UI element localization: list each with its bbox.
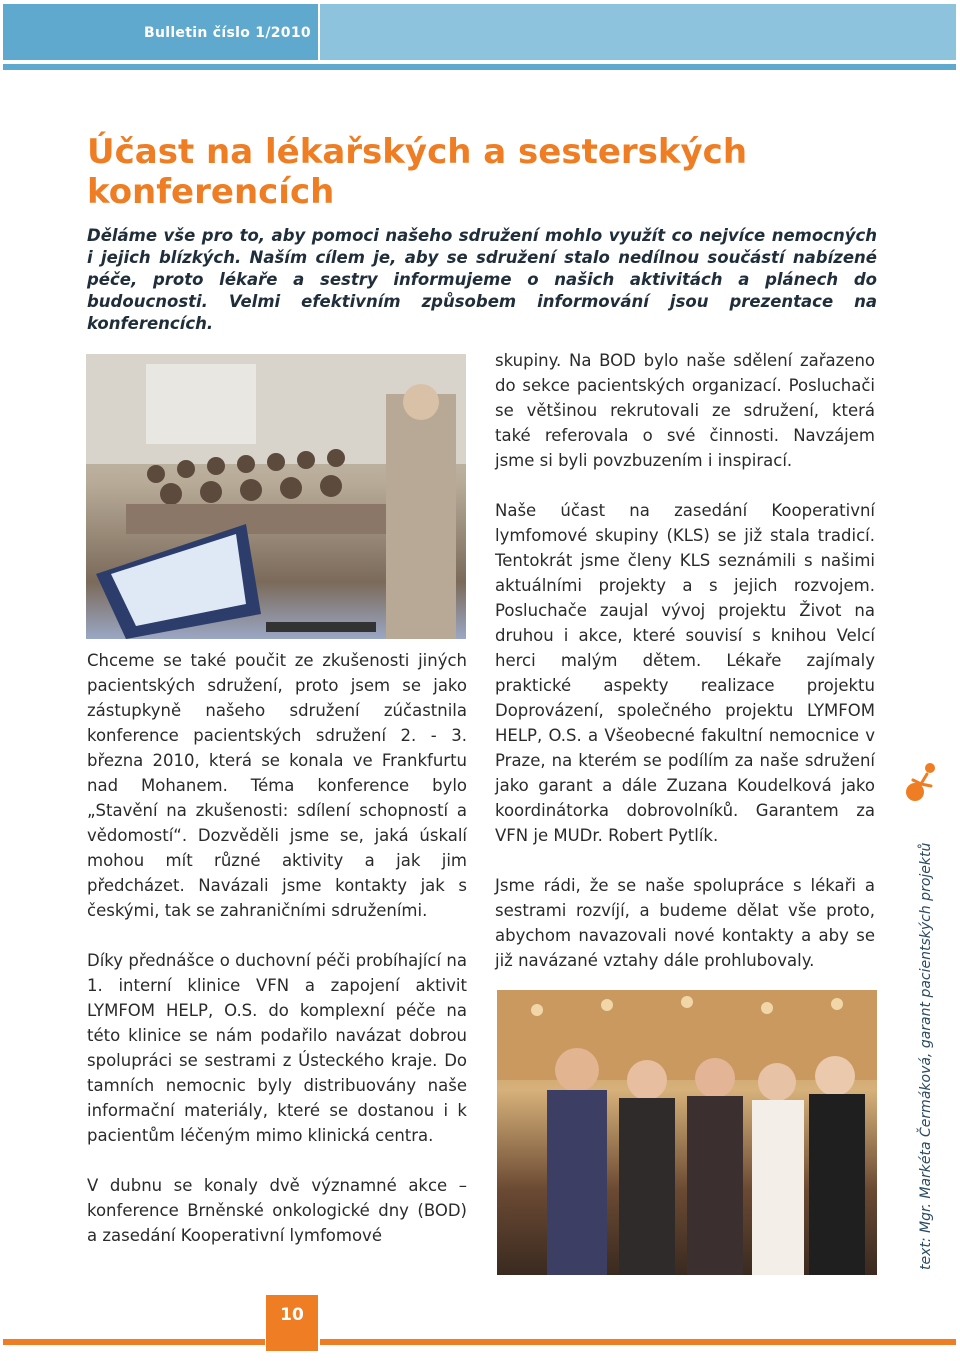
conference-photo-graphic	[86, 354, 466, 639]
runner-figure-icon	[905, 762, 941, 802]
footer	[0, 1295, 960, 1361]
left-paragraph: Chceme se také poučit ze zkušenosti jiných pacientských sdružení, proto jsem se jako zástupkyně našeho sdružení zúčastnila konference pacientských sdružení 2. - 3. března 2010, která se konala ve Frankfurtu nad Mohanem. Téma konference bylo „Stavění na zkušenosti: sdílení schopností a vědomostí“. Dozvěděli jsme se, jaká úskalí mohou mít různé aktivity a jak jim předcházet. Navázali jsme kontakty jak s českými, tak se zahraničními sdruženími.	[87, 651, 467, 920]
article-lead: Děláme vše pro to, aby pomoci našeho sdružení mohlo využít co nejvíce nemocných i jejich blízkých. Naším cílem je, aby se sdružení stalo nedílnou součástí nabízené péče, proto lékaře a sestry informujeme o našich aktivitách a plánech do budoucnosti. Velmi efektivním způsobem informování jsou prezentace na konferencích.	[87, 226, 877, 333]
left-column	[87, 648, 467, 1273]
page-number: 10	[266, 1295, 318, 1351]
top-bar	[0, 0, 960, 72]
footer-line-left	[3, 1339, 265, 1345]
right-paragraph: skupiny. Na BOD bylo naše sdělení zařazeno do sekce pacientských organizací. Posluchači se většinou rekrutovali ze sdružení, která také referovala o své činnosti. Navzájem jsme si byli povzbuzením i inspirací.	[495, 351, 875, 470]
article-title: Účast na lékařských a sesterských konferencích	[87, 132, 748, 212]
top-bar-strip-right	[320, 4, 956, 60]
conference-photo	[86, 354, 466, 639]
left-paragraph: Díky přednášce o duchovní péči probíhající na 1. interní klinice VFN a zapojení aktivit LYMFOM HELP, O.S. do komplexní péče na této klinice se nám podařilo navázat dobrou spolupráci se sestrami z Ústeckého kraje. Do tamních nemocnic byly distribuovány naše informační materiály, které se dostanou i k pacientům léčeným mimo klinická centra.	[87, 951, 467, 1145]
right-paragraph: Jsme rádi, že se naše spolupráce s lékaři a sestrami rozvíjí, a budeme dělat vše proto, abychom navazovali nové kontakty a aby se již navázané vztahy dále prohlubovaly.	[495, 876, 875, 970]
left-paragraph: V dubnu se konaly dvě významné akce – konference Brněnské onkologické dny (BOD) a zasedání Kooperativní lymfomové	[87, 1176, 467, 1245]
top-bar-line	[3, 64, 956, 70]
right-column	[495, 348, 875, 998]
footer-line-right	[320, 1339, 956, 1345]
group-photo-graphic	[497, 990, 877, 1275]
group-photo	[497, 990, 877, 1275]
author-credit: text: Mgr. Markéta Čermáková, garant pacientských projektů	[918, 842, 934, 1270]
right-paragraph: Naše účast na zasedání Kooperativní lymfomové skupiny (KLS) se již stala tradicí. Tentokrát jsme členy KLS seznámili s našimi aktuálními projekty a s jejich rozvojem. Posluchače zaujal vývoj projektu Život na druhou i akce, které souvisí s knihou Velcí herci malým dětem. Lékaře zajímaly praktické aspekty realizace projektu Doprovázení, společného projektu LYMFOM HELP, O.S. a Všeobecné fakultní nemocnice v Praze, na kterém se podílím za naše sdružení jako garant a dále Zuzana Koudelková jako koordinátorka dobrovolníků. Garantem za VFN je MUDr. Robert Pytlík.	[495, 501, 875, 845]
bulletin-header: Bulletin číslo 1/2010	[144, 25, 311, 41]
